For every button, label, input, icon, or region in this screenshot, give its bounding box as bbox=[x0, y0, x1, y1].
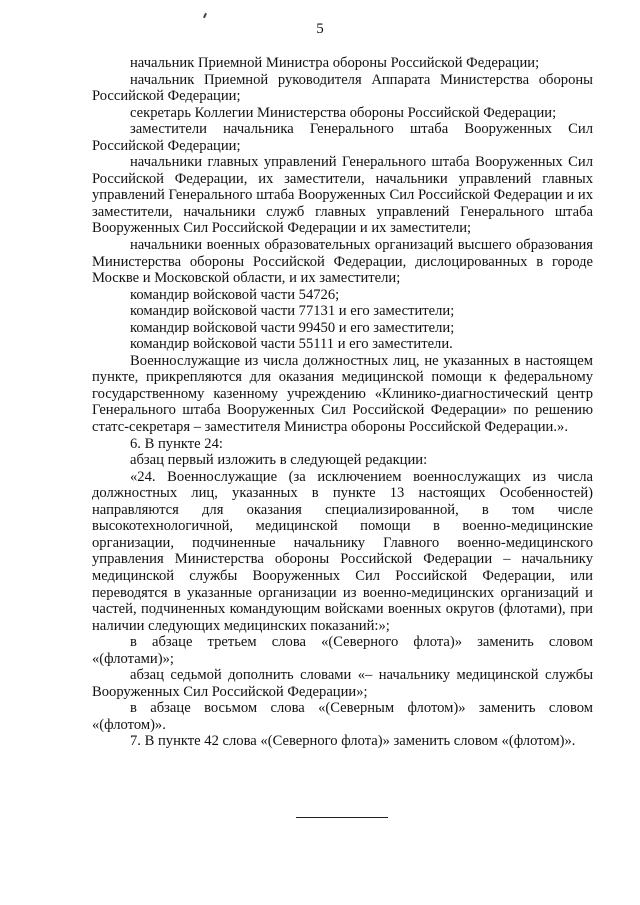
scan-mark bbox=[203, 13, 207, 18]
paragraph: командир войсковой части 99450 и его заместители; bbox=[130, 319, 455, 336]
paragraph: абзац первый изложить в следующей редакции: bbox=[130, 452, 428, 469]
paragraph: Военнослужащие из числа должностных лиц, не указанных в настоящем пункте, прикрепляются для оказания медицинской помощи к федеральному государственному казенному учреждению «Клинико-диагностический центр Генерального штаба Вооруженных Сил Российской Федерации» по решению статс-секретаря – заместителя Министра обороны Российской Федерации.». bbox=[92, 352, 593, 436]
paragraph: начальники главных управлений Генерального штаба Вооруженных Сил Российской Федерации, их заместители, начальники управлений главных управлений Генерального штаба Вооруженных Сил Российской Федерации и их заместители, начальники служб главных управлений Генерального штаба Вооруженных Сил Российской Федерации и их заместители; bbox=[92, 154, 593, 237]
paragraph: начальник Приемной Министра обороны Российской Федерации; bbox=[130, 55, 540, 71]
document-body bbox=[92, 55, 593, 750]
paragraph: 6. В пункте 24: bbox=[130, 435, 223, 452]
paragraph: абзац седьмой дополнить словами «– начальнику медицинской службы Вооруженных Сил Российской Федерации»; bbox=[92, 667, 593, 700]
paragraph: командир войсковой части 54726; bbox=[130, 286, 340, 303]
page-number: 5 bbox=[316, 21, 324, 37]
paragraph: начальник Приемной руководителя Аппарата Министерства обороны Российской Федерации; bbox=[92, 71, 593, 105]
paragraph: командир войсковой части 55111 и его заместители. bbox=[130, 336, 453, 353]
paragraph: начальники военных образовательных организаций высшего образования Министерства обороны Российской Федерации, дислоцированных в городе Москве и Московской области, и их заместители; bbox=[92, 237, 593, 287]
paragraph: секретарь Коллегии Министерства обороны Российской Федерации; bbox=[130, 104, 557, 121]
paragraph: командир войсковой части 77131 и его заместители; bbox=[130, 303, 455, 320]
paragraph: 7. В пункте 42 слова «(Северного флота)» заменить словом «(флотом)». bbox=[130, 733, 576, 750]
closing-rule bbox=[296, 817, 388, 818]
paragraph: «24. Военнослужащие (за исключением военнослужащих из числа должностных лиц, указанных в пункте 13 настоящих Особенностей) направляются для оказания специализированной, в том числе высокотехнологичной, медицинской помощи в военно-медицинские организации, подчиненные начальнику Главного военно-медицинского управления Министерства обороны Российской Федерации – начальнику медицинской службы Вооруженных Сил Российской Федерации, или переводятся в указанные организации из военно-медицинских организаций и частей, подчиненных командующим войсками военных округов (флотами), при наличии следующих медицинских показаний:»; bbox=[92, 468, 593, 634]
paragraph: заместители начальника Генерального штаба Вооруженных Сил Российской Федерации; bbox=[92, 121, 593, 154]
paragraph: в абзаце восьмом слова «(Северным флотом)» заменить словом «(флотом)». bbox=[92, 700, 593, 733]
paragraph: в абзаце третьем слова «(Северного флота)» заменить словом «(флотами)»; bbox=[92, 634, 593, 667]
